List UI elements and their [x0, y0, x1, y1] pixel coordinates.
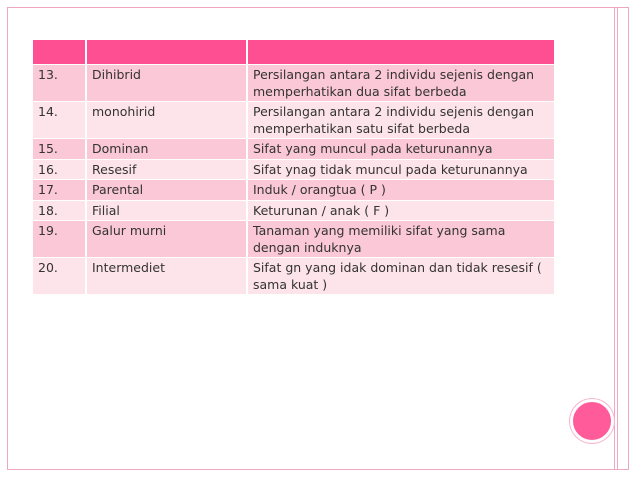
table-row: [33, 180, 554, 201]
row-number: 16.: [33, 159, 86, 180]
decorative-circle: [570, 399, 614, 443]
row-term: monohirid: [86, 102, 247, 139]
table-row: [33, 139, 554, 160]
row-description: Induk / orangtua ( P ): [247, 180, 554, 201]
header-cell-term: [86, 40, 247, 65]
row-term: Intermediet: [86, 258, 247, 295]
row-number: 14.: [33, 102, 86, 139]
row-description: Persilangan antara 2 individu sejenis dengan memperhatikan dua sifat berbeda: [247, 65, 554, 102]
row-number: 20.: [33, 258, 86, 295]
row-number: 13.: [33, 65, 86, 102]
table-header-row: [33, 40, 554, 65]
table-row: [33, 258, 554, 295]
table-row: [33, 65, 554, 102]
decorative-rule: [617, 7, 618, 470]
table-row: [33, 102, 554, 139]
table-row: [33, 200, 554, 221]
row-description: Persilangan antara 2 individu sejenis dengan memperhatikan satu sifat berbeda: [247, 102, 554, 139]
row-term: Resesif: [86, 159, 247, 180]
table-row: [33, 159, 554, 180]
terms-table: [33, 40, 554, 294]
row-term: Filial: [86, 200, 247, 221]
row-description: Sifat ynag tidak muncul pada keturunannya: [247, 159, 554, 180]
row-term: Galur murni: [86, 221, 247, 258]
row-description: Tanaman yang memiliki sifat yang sama dengan induknya: [247, 221, 554, 258]
header-cell-number: [33, 40, 86, 65]
row-description: Sifat yang muncul pada keturunannya: [247, 139, 554, 160]
row-number: 18.: [33, 200, 86, 221]
table-row: [33, 221, 554, 258]
decorative-rule: [614, 7, 615, 470]
row-term: Dihibrid: [86, 65, 247, 102]
row-number: 15.: [33, 139, 86, 160]
row-description: Sifat gn yang idak dominan dan tidak resesif ( sama kuat ): [247, 258, 554, 295]
row-number: 17.: [33, 180, 86, 201]
row-number: 19.: [33, 221, 86, 258]
row-term: Parental: [86, 180, 247, 201]
row-term: Dominan: [86, 139, 247, 160]
header-cell-description: [247, 40, 554, 65]
row-description: Keturunan / anak ( F ): [247, 200, 554, 221]
